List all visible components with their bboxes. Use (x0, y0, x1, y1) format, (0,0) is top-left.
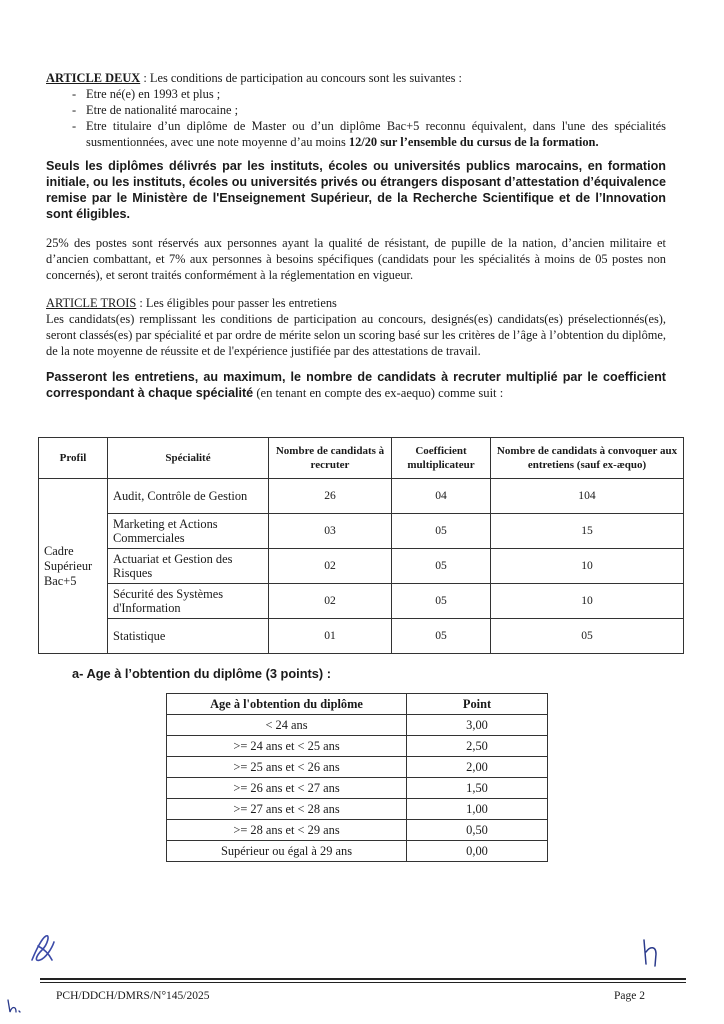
table-row (39, 514, 684, 549)
point-cell: 1,50 (407, 778, 548, 799)
footer-rule-thin (40, 982, 686, 983)
point-cell: 2,00 (407, 757, 548, 778)
table-row (167, 778, 548, 799)
margin-mark (4, 996, 24, 1016)
specialite-cell: Sécurité des Systèmes d'Information (108, 584, 269, 619)
coef-cell: 05 (392, 619, 491, 654)
coef-cell: 04 (392, 479, 491, 514)
article-trois-heading: ARTICLE TROIS (46, 295, 137, 310)
conditions-list (46, 86, 666, 150)
table-row (167, 736, 548, 757)
point-cell: 0,50 (407, 820, 548, 841)
criterion-a-title: a- Age à l’obtention du diplôme (3 points) : (72, 666, 332, 681)
condition-item: - Etre de nationalité marocaine ; (72, 102, 666, 118)
article-trois (46, 295, 666, 311)
header-point: Point (407, 694, 548, 715)
age-cell: Supérieur ou égal à 29 ans (167, 841, 407, 862)
convoquer-cell: 10 (491, 584, 684, 619)
recruter-cell: 02 (269, 549, 392, 584)
condition-item: - Etre né(e) en 1993 et plus ; (72, 86, 666, 102)
age-cell: >= 25 ans et < 26 ans (167, 757, 407, 778)
profil-cell: Cadre Supérieur Bac+5 (39, 479, 108, 654)
quota-paragraph: 25% des postes sont réservés aux personnes ayant la qualité de résistant, de pupille de la nation, d’ancien militaire et d’ancien combattant, et 7% aux personnes à besoins spécifiques (candidats pour les spécialités à moins de 05 postes non concernés), et seront traités conformément à la réglementation en vigueur. (46, 235, 666, 282)
header-specialite: Spécialité (108, 438, 269, 479)
table-row (167, 715, 548, 736)
age-cell: >= 26 ans et < 27 ans (167, 778, 407, 799)
convoquer-cell: 104 (491, 479, 684, 514)
recruter-cell: 01 (269, 619, 392, 654)
eligibility-paragraph: Seuls les diplômes délivrés par les instituts, écoles ou universités publics marocains, en formation initiale, ou les instituts, écoles ou universités privés ou étrangers disposant d’attestation d’équivalence remise par le Ministère de l'Enseignement Supérieur, de la Recherche Scientifique et de l’Innovation sont éligibles. (46, 159, 666, 221)
age-cell: >= 24 ans et < 25 ans (167, 736, 407, 757)
document-body (46, 70, 666, 414)
table-row (39, 619, 684, 654)
age-cell: < 24 ans (167, 715, 407, 736)
condition-diploma-text: Etre titulaire d’un diplôme de Master ou d’un diplôme Bac+5 reconnu équivalent, dans l'une des spécialités susmentionnées, avec une note moyenne d’au moins (86, 119, 666, 149)
footer-rule (40, 978, 686, 980)
convoquer-cell: 10 (491, 549, 684, 584)
condition-item (72, 118, 666, 150)
table-row (39, 549, 684, 584)
point-cell: 2,50 (407, 736, 548, 757)
age-cell: >= 28 ans et < 29 ans (167, 820, 407, 841)
header-age: Age à l'obtention du diplôme (167, 694, 407, 715)
point-cell: 0,00 (407, 841, 548, 862)
passeront-bold: Passeront les entretiens, au maximum, le nombre de candidats à recruter multiplié par le coefficient correspondant à chaque spécialité (46, 369, 666, 400)
coef-cell: 05 (392, 514, 491, 549)
article-trois-body: Les candidats(es) remplissant les conditions de participation au concours, designés(es) candidats(es) préselectionnés(es), seront classés(es) par spécialité et par ordre de mérite selon un scoring basé sur les critères de l’âge à l’obtention du diplôme, de la note moyenne de réussite et de l'expérience justifiée par des attestations de travail. (46, 311, 666, 358)
age-points-table (166, 693, 548, 862)
table-row (39, 479, 684, 514)
coef-cell: 05 (392, 549, 491, 584)
article-deux-intro: : Les conditions de participation au concours sont les suivantes : (140, 71, 462, 85)
condition-diploma-bold: 12/20 sur l’ensemble du cursus de la formation. (348, 135, 599, 149)
specialite-cell: Marketing et Actions Commerciales (108, 514, 269, 549)
table-header-row (167, 694, 548, 715)
page-number: Page 2 (614, 990, 645, 1002)
table-header-row (39, 438, 684, 479)
article-trois-intro: : Les éligibles pour passer les entretiens (136, 295, 337, 310)
point-cell: 1,00 (407, 799, 548, 820)
passeront-paragraph (46, 369, 666, 401)
passeront-plain: (en tenant en compte des ex-aequo) comme suit : (253, 385, 504, 400)
specialite-cell: Audit, Contrôle de Gestion (108, 479, 269, 514)
header-coef: Coefficient multiplicateur (392, 438, 491, 479)
table-row (167, 799, 548, 820)
specialite-cell: Statistique (108, 619, 269, 654)
footer-reference: PCH/DDCH/DMRS/N°145/2025 (56, 990, 210, 1002)
convoquer-cell: 15 (491, 514, 684, 549)
table-row (167, 757, 548, 778)
header-recruter: Nombre de candidats à recruter (269, 438, 392, 479)
coef-cell: 05 (392, 584, 491, 619)
specialite-cell: Actuariat et Gestion des Risques (108, 549, 269, 584)
convoquer-cell: 05 (491, 619, 684, 654)
table-row (167, 841, 548, 862)
age-cell: >= 27 ans et < 28 ans (167, 799, 407, 820)
article-deux (46, 70, 666, 86)
recruter-cell: 03 (269, 514, 392, 549)
specialty-table (38, 437, 684, 654)
table-row (167, 820, 548, 841)
table-row (39, 584, 684, 619)
point-cell: 3,00 (407, 715, 548, 736)
initials-signature-left (26, 930, 60, 968)
initials-signature-right (638, 936, 664, 970)
recruter-cell: 02 (269, 584, 392, 619)
header-convoquer: Nombre de candidats à convoquer aux entretiens (sauf ex-æquo) (491, 438, 684, 479)
header-profil: Profil (39, 438, 108, 479)
article-deux-heading: ARTICLE DEUX (46, 71, 141, 85)
recruter-cell: 26 (269, 479, 392, 514)
